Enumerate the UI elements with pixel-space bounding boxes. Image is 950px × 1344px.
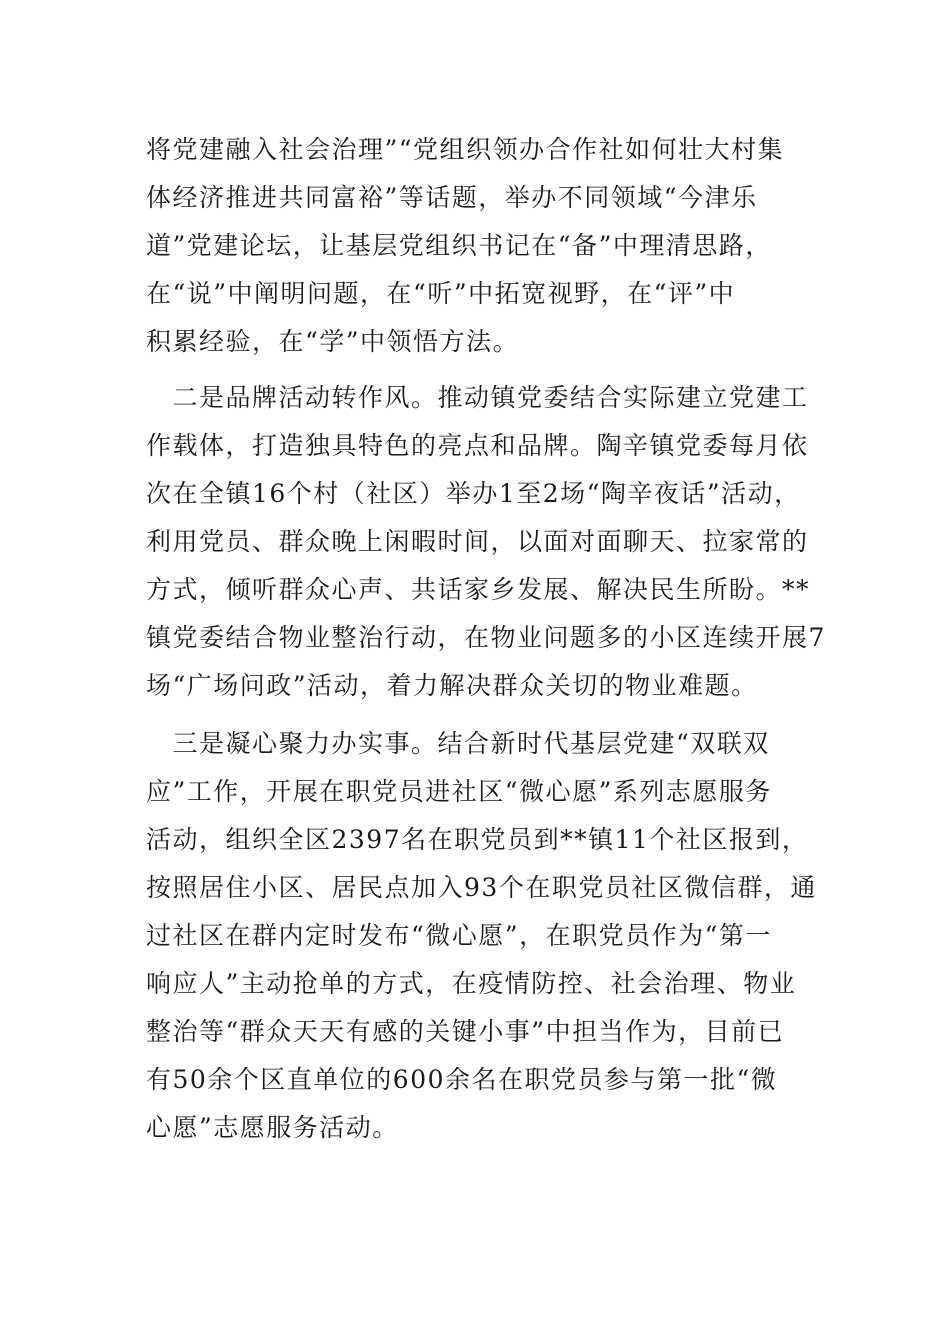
text-line: 利用党员、群众晚上闲暇时间，以面对面聊天、拉家常的 (146, 527, 809, 556)
text-line: 响应人”主动抢单的方式，在疫情防控、社会治理、物业 (146, 969, 797, 998)
text-line: 在“说”中阐明问题，在“听”中拓宽视野，在“评”中 (146, 279, 736, 308)
text-line: 心愿”志愿服务活动。 (146, 1113, 399, 1142)
text-line: 整治等“群众天天有感的关键小事”中担当作为，目前已 (146, 1017, 785, 1046)
text-line: 积累经验，在“学”中领悟方法。 (146, 327, 520, 356)
text-line: 将党建融入社会治理”“党组织领办合作社如何壮大村集 (146, 135, 785, 164)
text-line: 应”工作，开展在职党员进社区“微心愿”系列志愿服务 (146, 777, 772, 806)
text-line: 场“广场问政”活动，着力解决群众关切的物业难题。 (146, 671, 758, 700)
text-line: 道”党建论坛，让基层党组织书记在“备”中理清思路， (146, 231, 772, 260)
text-line: 镇党委结合物业整治行动，在物业问题多的小区连续开展7 (146, 623, 826, 652)
text-line: 次在全镇16个村（社区）举办1至2场“陶辛夜话”活动， (146, 479, 801, 508)
text-line: 过社区在群内定时发布“微心愿”，在职党员作为“第一 (146, 921, 772, 950)
text-line: 作载体，打造独具特色的亮点和品牌。陶辛镇党委每月依 (146, 431, 809, 460)
text-line: 按照居住小区、居民点加入93个在职党员社区微信群，通 (146, 873, 817, 902)
text-line: 方式，倾听群众心声、共话家乡发展、解决民生所盼。** (146, 575, 811, 604)
paragraph-start-line: 二是品牌活动转作风。推动镇党委结合实际建立党建工 (146, 383, 809, 412)
text-line: 有50余个区直单位的600余名在职党员参与第一批“微 (146, 1065, 778, 1094)
paragraph-start-line: 三是凝心聚力办实事。结合新时代基层党建“双联双 (146, 729, 770, 758)
text-line: 体经济推进共同富裕”等话题，举办不同领域“今津乐 (146, 183, 758, 212)
text-line: 活动，组织全区2397名在职党员到**镇11个社区报到， (146, 825, 809, 854)
